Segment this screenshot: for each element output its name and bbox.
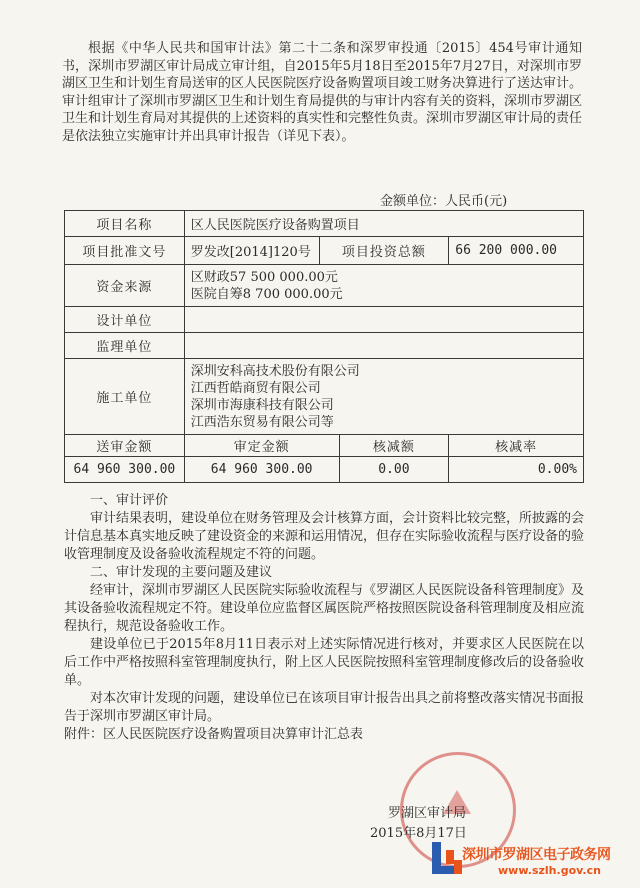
row-approval: [65, 237, 584, 265]
funding-label: 资金来源: [65, 265, 185, 307]
approval-label: 项目批准文号: [65, 237, 185, 265]
submitted-header: 送审金额: [65, 435, 185, 457]
approved-value: 64 960 300.00: [184, 457, 339, 483]
contractor-item: 江西浩东贸易有限公司等: [190, 414, 334, 430]
audit-summary-table: [64, 210, 584, 483]
signature-org: 罗湖区审计局: [388, 806, 467, 821]
funding-value: [184, 265, 583, 307]
submitted-value: 64 960 300.00: [65, 457, 185, 483]
audit-body: [64, 492, 584, 744]
row-amount-headers: [65, 435, 584, 457]
attachment-line: 附件：区人民医院医疗设备购置项目决算审计汇总表: [64, 727, 364, 742]
currency-unit-label: 金额单位：人民币(元): [380, 194, 508, 209]
site-watermark: [428, 832, 636, 884]
watermark-site-name: 深圳市罗湖区电子政务网: [462, 847, 611, 863]
row-project-name: [65, 211, 584, 237]
contractor-item: 深圳安科高技术股份有限公司: [190, 363, 360, 379]
project-name-value: 区人民医院医疗设备购置项目: [184, 211, 583, 237]
watermark-url: www.szlh.gov.cn: [498, 864, 601, 877]
funding-item: 医院自筹8 700 000.00元: [190, 286, 343, 302]
row-design: [65, 307, 584, 333]
construction-value: [184, 359, 583, 435]
design-label: 设计单位: [65, 307, 185, 333]
row-construction: [65, 359, 584, 435]
construction-label: 施工单位: [65, 359, 185, 435]
approval-value: 罗发改[2014]120号: [184, 237, 319, 265]
intro-paragraph: 根据《中华人民共和国审计法》第二十二条和深罗审投通〔2015〕454号审计通知书，深圳市罗湖区审计局成立审计组，自2015年5月18日至2015年7月27日，对深圳市罗湖区卫生和计划生育局送审的区人民医院医疗设备购置项目竣工财务决算进行了送达审计。审计组审计了深圳市罗湖区卫生和计划生育局提供的与审计内容有关的资料，深圳市罗湖区卫生和计划生育局对其提供的上述资料的真实性和完整性负责。深圳市罗湖区审计局的责任是依法独立实施审计并出具审计报告（详见下表）。: [62, 41, 583, 144]
section2-body-3: 对本次审计发现的问题，建设单位已在该项目审计报告出具之前将整改落实情况书面报告于深圳市罗湖区审计局。: [64, 691, 585, 724]
contractor-item: 深圳市海康科技有限公司: [190, 397, 334, 413]
section1-title: 一、审计评价: [90, 493, 169, 508]
row-supervision: [65, 333, 584, 359]
reduction-header: 核减额: [339, 435, 449, 457]
approved-header: 审定金额: [184, 435, 339, 457]
rate-header: 核减率: [449, 435, 584, 457]
investment-label: 项目投资总额: [319, 237, 449, 265]
design-value: [184, 307, 583, 333]
funding-item: 区财政57 500 000.00元: [190, 269, 338, 285]
signature-date: 2015年8月17日: [370, 826, 467, 841]
section2-body-2: 建设单位已于2015年8月11日表示对上述实际情况进行核对，并要求区人民医院在以后工作中严格按照科室管理制度执行，附上区人民医院按照科室管理制度修改后的设备验收单。: [64, 637, 585, 688]
rate-value: 0.00%: [449, 457, 584, 483]
project-name-label: 项目名称: [65, 211, 185, 237]
section1-body: 审计结果表明，建设单位在财务管理及会计核算方面，会计资料比较完整，所披露的会计信息基本真实地反映了建设资金的来源和运用情况，但存在实际验收流程与医疗设备的验收管理制度及设备验收流程规定不符的问题。: [64, 511, 585, 562]
row-funding: [65, 265, 584, 307]
supervision-value: [184, 333, 583, 359]
contractor-item: 江西哲皓商贸有限公司: [190, 380, 321, 396]
row-amount-values: [65, 457, 584, 483]
reduction-value: 0.00: [339, 457, 449, 483]
section2-title: 二、审计发现的主要问题及建议: [90, 565, 273, 580]
investment-value: 66 200 000.00: [449, 237, 584, 265]
section2-body-1: 经审计，深圳市罗湖区人民医院实际验收流程与《罗湖区人民医院设备科管理制度》及其设备验收流程规定不符。建设单位应监督区属医院严格按照医院设备科管理制度及相应流程执行，规范设备验收工作。: [64, 583, 585, 634]
supervision-label: 监理单位: [65, 333, 185, 359]
